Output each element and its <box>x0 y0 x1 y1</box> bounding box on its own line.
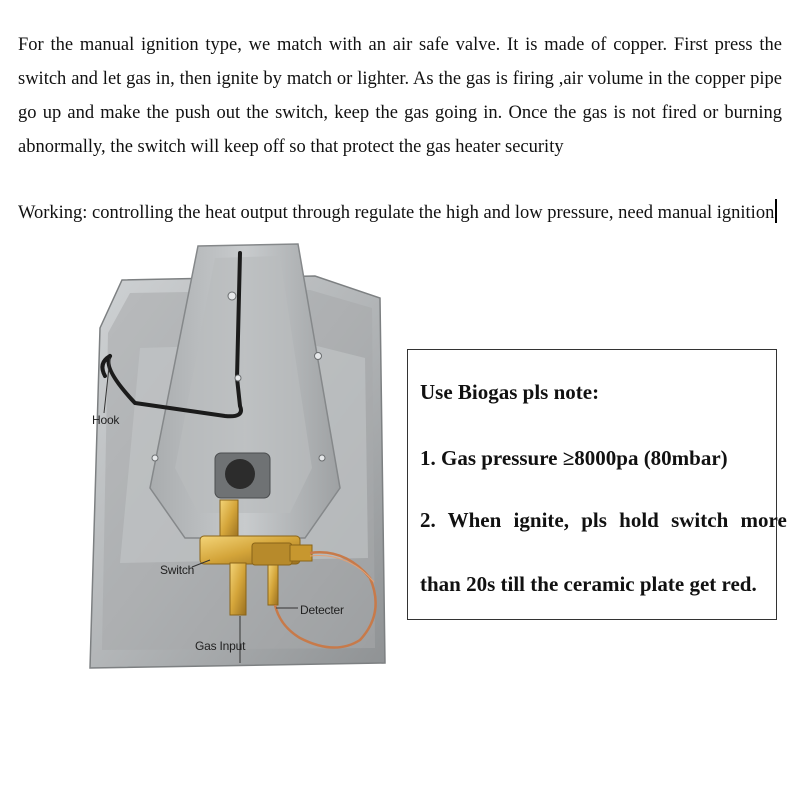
working-text: Working: controlling the heat output through regulate the high and low pressure, need manual ignition <box>18 203 775 223</box>
note-line-3: than 20s till the ceramic plate get red. <box>420 572 757 596</box>
note-title: Use Biogas pls note: <box>420 380 600 404</box>
biogas-note-box <box>407 349 787 620</box>
gas-input-label: Gas Input <box>195 639 246 653</box>
detecter-label: Detecter <box>300 603 344 617</box>
hook-label: Hook <box>92 413 120 427</box>
gas-inlet-port <box>215 453 270 498</box>
switch-label: Switch <box>160 563 195 577</box>
working-paragraph <box>18 196 782 230</box>
intro-paragraph: For the manual ignition type, we match with an air safe valve. It is made of copper. First press the switch and let gas in, then ignite by match or lighter. As the gas is firing ,air volume in the copper pipe go up and make the push out the switch, keep the gas going in. Once the gas is not fired or burning abnormally, the switch will keep off so that protect the gas heater security <box>18 35 782 157</box>
note-line-2: 2. When ignite, pls hold switch more <box>420 508 787 532</box>
note-line-1: 1. Gas pressure ≥8000pa (80mbar) <box>420 446 728 470</box>
text-cursor <box>775 199 777 223</box>
gas-heater-photo <box>80 238 400 688</box>
